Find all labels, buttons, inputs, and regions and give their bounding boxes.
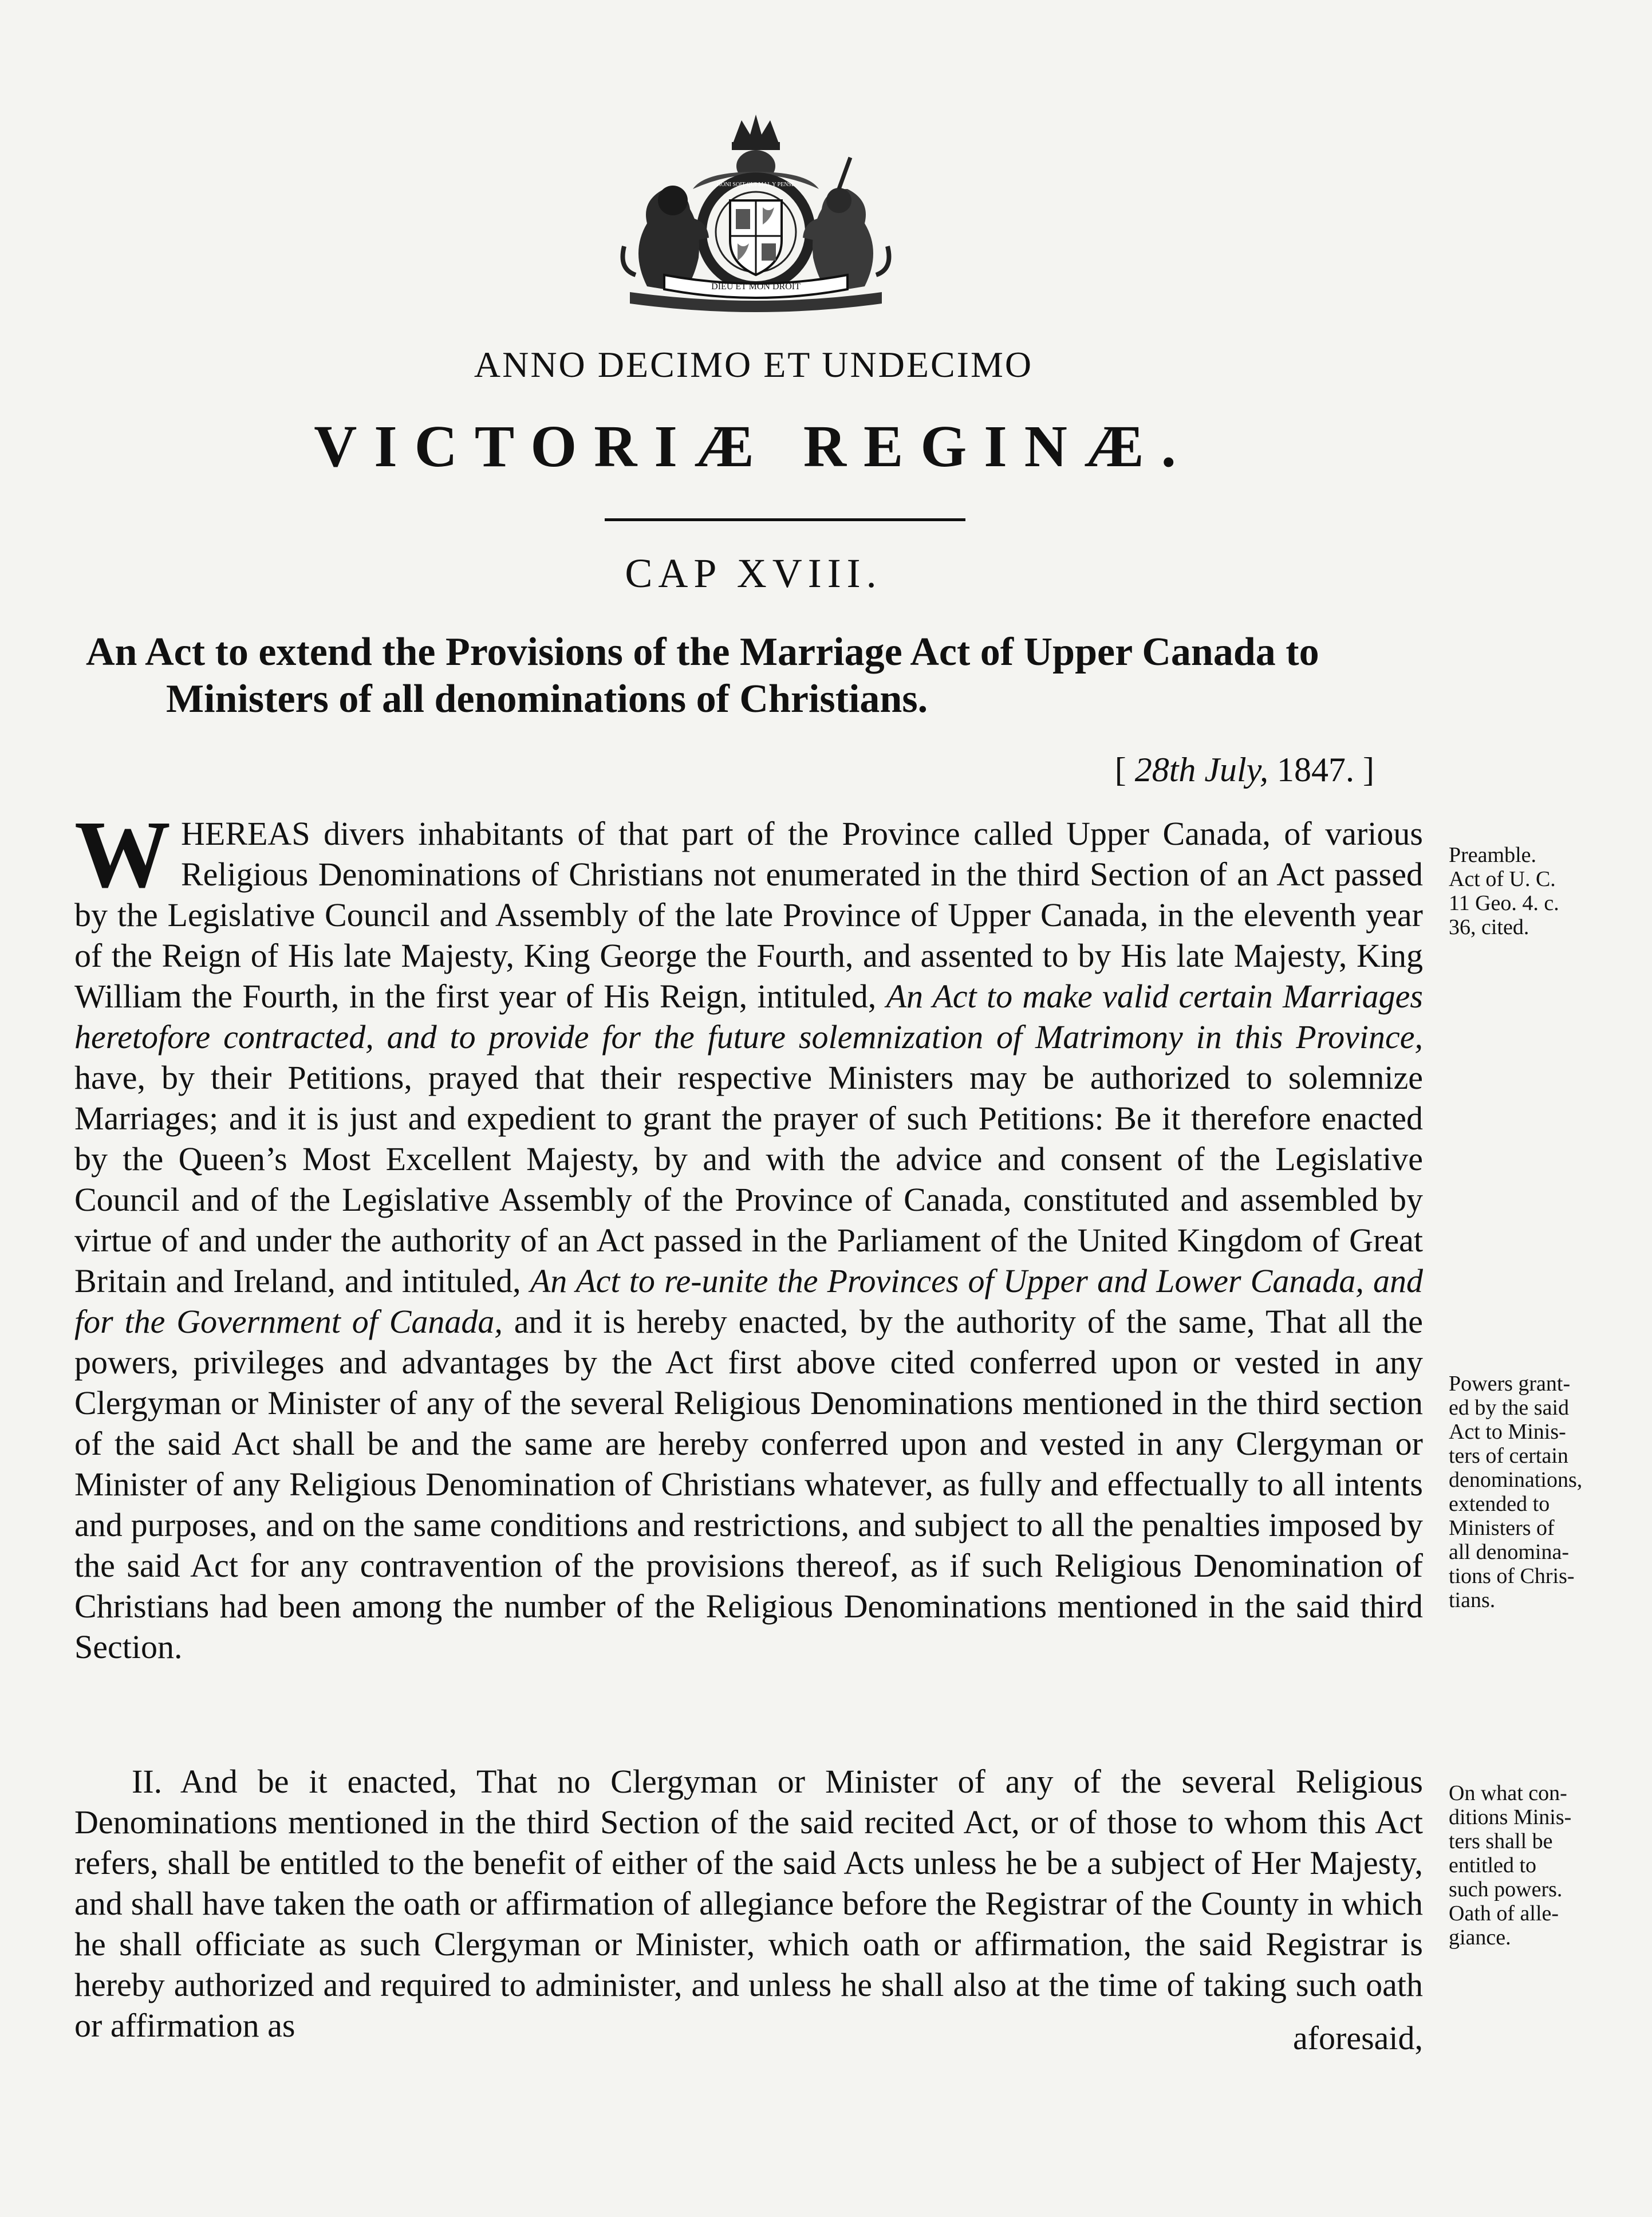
margin-line: Preamble. xyxy=(1449,843,1537,867)
preamble-paragraph xyxy=(74,801,1423,1667)
date-day-month: 28th July, xyxy=(1134,751,1269,789)
preamble-text-a: HEREAS divers inhabitants of that part of the Province called Upper Canada, of various Religious Denominations of Christians not enumerated in the third Section of an Act passed by the Legislative Council and Assembly of the late Province of Upper Canada, in the eleventh year of the Reign of His late Majesty, King George the Fourth, and assented to by His late Majesty, King William the Fourth, in the first year of His Reign, intituled, xyxy=(74,815,1423,1015)
margin-line: Act to Minis- xyxy=(1449,1420,1566,1444)
date-year: 1847. ] xyxy=(1268,751,1374,789)
margin-line: extended to xyxy=(1449,1492,1550,1516)
act-title-line-1: An Act to extend the Provisions of the Marriage Act of Upper Canada to xyxy=(86,630,1319,674)
assent-date xyxy=(973,750,1374,790)
preamble-text-c: and it is hereby enacted, by the authority of the same, That all the powers, privileges and advantages by the Act first above cited conferred upon or vested in any Clergyman or Minister of any of the several Religious Denominations mentioned in the third section of the said Act shall be and the same are hereby conferred upon and vested in any Clergyman or Minister of any Religious Denomination of Christians whatever, as fully and effectually to all intents and purposes, and on the same conditions and restrictions, and subject to all the penalties imposed by the said Act for any contravention of the provisions thereof, as if such Religious Denomination of Christians had been among the number of the Religious Denominations mentioned in the said third Section. xyxy=(74,1303,1423,1665)
act-title-line-2: Ministers of all denominations of Christians. xyxy=(166,677,928,721)
margin-line: entitled to xyxy=(1449,1853,1537,1877)
margin-line: Ministers of xyxy=(1449,1516,1555,1540)
marginal-note-powers xyxy=(1449,1372,1638,1612)
margin-line: tions of Chris- xyxy=(1449,1564,1575,1588)
margin-line: On what con- xyxy=(1449,1781,1567,1805)
header-rule xyxy=(605,518,965,521)
preamble-text-b: have, by their Petitions, prayed that their respective Ministers may be authorized to solemnize Marriages; and it is just and expedient to grant the prayer of such Petitions: Be it therefore enacted by the Queen’s Most Excellent Majesty, by and with the advice and consent of the Legislative Council and of the Legislative Assembly of the Province of Canada, constituted and assembled by virtue of and under the authority of an Act passed in the Parliament of the United Kingdom of Great Britain and Ireland, and intituled, xyxy=(74,1059,1423,1300)
act-title xyxy=(86,629,1460,723)
regnal-year: ANNO DECIMO ET UNDECIMO xyxy=(474,344,1034,385)
section-2-paragraph: II. And be it enacted, That no Clergyman or Minister of any of the several Religious Denominations mentioned in the third Section of the said recited Act, or of those to whom this Act refers, shall be entitled to the benefit of either of the said Acts unless he be a subject of Her Majesty, and shall have taken the oath or affirmation of allegiance before the Registrar of the County in which he shall officiate as such Clergyman or Minister, which oath or affirmation, the said Registrar is hereby authorized and required to administer, and unless he shall also at the time of taking such oath or affirmation as xyxy=(74,1763,1423,2044)
margin-line: giance. xyxy=(1449,1925,1511,1950)
margin-line: Oath of alle- xyxy=(1449,1901,1559,1925)
chapter-number: CAP XVIII. xyxy=(625,550,882,596)
preamble-italic-b: An Act to re-unite the Provinces of Upper and Lower Canada, and for the Government of Canada, xyxy=(74,1262,1423,1340)
date-open: [ xyxy=(1114,751,1135,789)
margin-line: 36, cited. xyxy=(1449,915,1529,939)
margin-line: ditions Minis- xyxy=(1449,1805,1572,1829)
crest-motto: DIEU ET MON DROIT xyxy=(711,282,801,292)
royal-coat-of-arms xyxy=(578,103,933,321)
regnal-title: VICTORIÆ REGINÆ. xyxy=(314,414,1193,479)
drop-cap: W xyxy=(74,801,171,908)
marginal-note-preamble xyxy=(1449,843,1638,939)
margin-line: Act of U. C. xyxy=(1449,867,1556,891)
margin-line: tians. xyxy=(1449,1588,1496,1612)
margin-line: all denomina- xyxy=(1449,1540,1569,1564)
garter-motto: HONI SOIT QUI MAL Y PENSE xyxy=(716,182,795,188)
margin-line: such powers. xyxy=(1449,1877,1563,1901)
margin-line: ed by the said xyxy=(1449,1396,1570,1420)
margin-line: ters shall be xyxy=(1449,1829,1553,1853)
margin-line: ters of certain xyxy=(1449,1444,1568,1468)
marginal-note-conditions xyxy=(1449,1781,1638,1950)
margin-line: denominations, xyxy=(1449,1468,1583,1492)
preamble-italic-a: An Act to make valid certain Marriages heretofore contracted, and to provide for the future solemnization of Matrimony in this Province, xyxy=(74,978,1423,1056)
margin-line: Powers grant- xyxy=(1449,1372,1571,1396)
margin-line: 11 Geo. 4. c. xyxy=(1449,891,1559,915)
catchword: aforesaid, xyxy=(1292,2019,1423,2057)
